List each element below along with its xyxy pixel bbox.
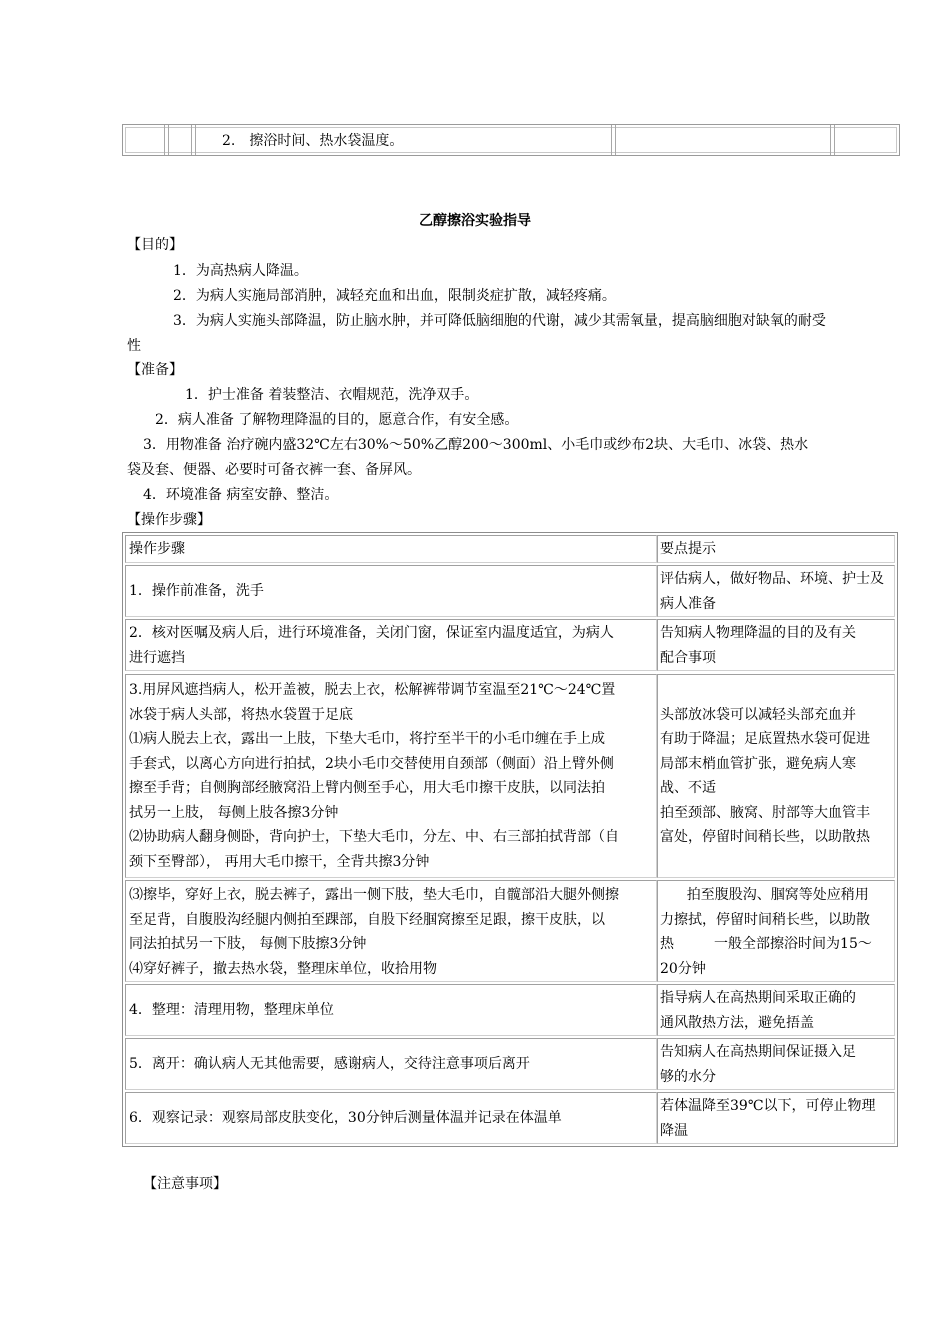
- tip-text: [660, 678, 894, 703]
- tip-text: 富处，停留时间稍长些，以助散热: [660, 829, 870, 845]
- step-text: 6．观察记录：观察局部皮肤变化，30分钟后测量体温并记录在体温单: [129, 1110, 562, 1127]
- purpose-heading: 【目的】: [127, 237, 183, 253]
- tip-text: 告知病人物理降温的目的及有关: [660, 625, 856, 641]
- preparation-item-supplies: 3．用物准备 治疗碗内盛32℃左右30%～50%乙醇200～300ml、小毛巾或纱布2块、大毛巾、冰袋、热水: [143, 437, 809, 453]
- preparation-item-patient: 2．病人准备 了解物理降温的目的，愿意合作，有安全感。: [155, 412, 519, 428]
- header-cell-tips: [657, 535, 895, 563]
- tip-text: 若体温降至39℃以下，可停止物理: [660, 1098, 876, 1114]
- header-cell-steps: [125, 535, 657, 563]
- step-cell: [125, 984, 657, 1036]
- step-text: 颈下至臀部）， 再用大毛巾擦干，全背共擦3分钟: [129, 853, 430, 870]
- top-table-divider: [834, 125, 835, 155]
- step-text: 5．离开：确认病人无其他需要，感谢病人，交待注意事项后离开: [129, 1056, 530, 1073]
- top-table-divider: [164, 125, 165, 155]
- step-text: 擦至手背；自侧胸部经腋窝沿上臂内侧至手心，用大毛巾擦干皮肤，以同法拍: [129, 780, 605, 796]
- step-text: ⑷穿好裤子，撤去热水袋，整理床单位，收拾用物: [129, 960, 437, 977]
- tip-text: 评估病人，做好物品、环境、护士及: [660, 571, 884, 587]
- purpose-item: 1．为高热病人降温。: [173, 263, 308, 279]
- step-text: 1．操作前准备，洗手: [129, 583, 264, 600]
- tip-text: 降温: [660, 1122, 688, 1139]
- tip-cell: [657, 1092, 895, 1144]
- purpose-item: 2．为病人实施局部消肿，减轻充血和出血，限制炎症扩散，减轻疼痛。: [173, 288, 616, 304]
- table-header-row: [123, 535, 897, 563]
- tip-cell: [657, 1038, 895, 1090]
- header-steps-text: 操作步骤: [129, 541, 185, 557]
- table-row: [123, 674, 897, 878]
- tip-text: 指导病人在高热期间采取正确的: [660, 990, 856, 1006]
- tip-text: 战、不适: [660, 780, 716, 796]
- top-table-divider: [195, 125, 196, 155]
- document-title: 乙醇擦浴实验指导: [419, 213, 531, 229]
- preparation-item-supplies-cont: 袋及套、便器、必要时可备衣裤一套、备屏风。: [127, 462, 421, 478]
- step-text: 手套式，以离心方向进行拍拭，2块小毛巾交替使用自颈部（侧面）沿上臂外侧: [129, 755, 614, 772]
- step-cell: [125, 565, 657, 617]
- step-text: ⑵协助病人翻身侧卧，背向护士，下垫大毛巾，分左、中、右三部拍拭背部（自: [129, 829, 619, 845]
- purpose-item: 3．为病人实施头部降温，防止脑水肿，并可降低脑细胞的代谢，减少其需氧量，提高脑细胞对缺氧的耐受: [173, 313, 826, 329]
- top-table-divider: [168, 125, 169, 155]
- step-cell: [125, 1038, 657, 1090]
- tip-cell: [657, 619, 895, 671]
- tip-cell: [657, 565, 895, 617]
- tip-text: 20分钟: [660, 960, 706, 977]
- tip-text: 拍至腹股沟、腘窝等处应稍用: [660, 887, 869, 903]
- table-row: [123, 619, 897, 671]
- tip-text: 病人准备: [660, 595, 716, 612]
- tip-text: 力擦拭，停留时间稍长些，以助散: [660, 911, 870, 928]
- top-table-divider: [611, 125, 612, 155]
- tip-text: 够的水分: [660, 1068, 716, 1085]
- steps-heading: 【操作步骤】: [127, 512, 211, 528]
- step-cell: [125, 880, 657, 982]
- tip-text: 局部末梢血管扩张，避免病人寒: [660, 755, 856, 772]
- top-row-text: 2. 擦浴时间、热水袋温度。: [222, 133, 404, 149]
- tip-text: 通风散热方法，避免捂盖: [660, 1014, 814, 1031]
- step-cell: [125, 1092, 657, 1144]
- tip-cell: [657, 674, 895, 878]
- step-cell: [125, 674, 657, 878]
- top-table-divider: [615, 125, 616, 155]
- table-row: [123, 565, 897, 617]
- tip-text: 头部放冰袋可以减轻头部充血并: [660, 706, 856, 723]
- step-text: 3.用屏风遮挡病人，松开盖被，脱去上衣，松解裤带调节室温至21℃～24℃置: [129, 682, 616, 698]
- step-text: ⑶擦毕，穿好上衣，脱去裤子，露出一侧下肢，垫大毛巾，自髋部沿大腿外侧擦: [129, 887, 619, 903]
- step-text: 拭另一上肢， 每侧上肢各擦3分钟: [129, 804, 339, 821]
- header-tips-text: 要点提示: [660, 541, 716, 557]
- preparation-item-environment: 4．环境准备 病室安静、整洁。: [143, 487, 339, 503]
- preparation-heading: 【准备】: [127, 362, 183, 378]
- table-row: [123, 880, 897, 982]
- step-text: 至足背，自腹股沟经腿内侧拍至踝部，自股下经腘窝擦至足跟，擦干皮肤，以: [129, 911, 605, 928]
- step-text: 进行遮挡: [129, 649, 185, 666]
- tip-text: 有助于降温；足底置热水袋可促进: [660, 731, 870, 747]
- step-text: 冰袋于病人头部，将热水袋置于足底: [129, 706, 353, 723]
- step-text: 2．核对医嘱及病人后，进行环境准备，关闭门窗，保证室内温度适宜，为病人: [129, 625, 614, 641]
- step-text: ⑴病人脱去上衣，露出一上肢，下垫大毛巾，将拧至半干的小毛巾缠在手上成: [129, 731, 605, 747]
- top-table-divider: [191, 125, 192, 155]
- tip-cell: [657, 984, 895, 1036]
- notes-heading: 【注意事项】: [143, 1176, 227, 1192]
- step-text: 4．整理：清理用物，整理床单位: [129, 1002, 334, 1019]
- tip-text: 拍至颈部、腋窝、肘部等大血管丰: [660, 804, 870, 821]
- top-table-divider: [830, 125, 831, 155]
- steps-table: [122, 532, 898, 1147]
- step-cell: [125, 619, 657, 671]
- tip-cell: [657, 880, 895, 982]
- tip-text: 配合事项: [660, 649, 716, 666]
- table-row: [123, 1038, 897, 1090]
- tip-text: 热 一般全部擦浴时间为15～: [660, 936, 872, 952]
- step-text: 同法拍拭另一下肢， 每侧下肢擦3分钟: [129, 936, 367, 952]
- purpose-item-continuation: 性: [127, 338, 141, 354]
- table-row: [123, 984, 897, 1036]
- tip-text: 告知病人在高热期间保证摄入足: [660, 1044, 856, 1060]
- table-row: [123, 1092, 897, 1144]
- preparation-item-nurse: 1．护士准备 着装整洁、衣帽规范，洗净双手。: [185, 387, 479, 403]
